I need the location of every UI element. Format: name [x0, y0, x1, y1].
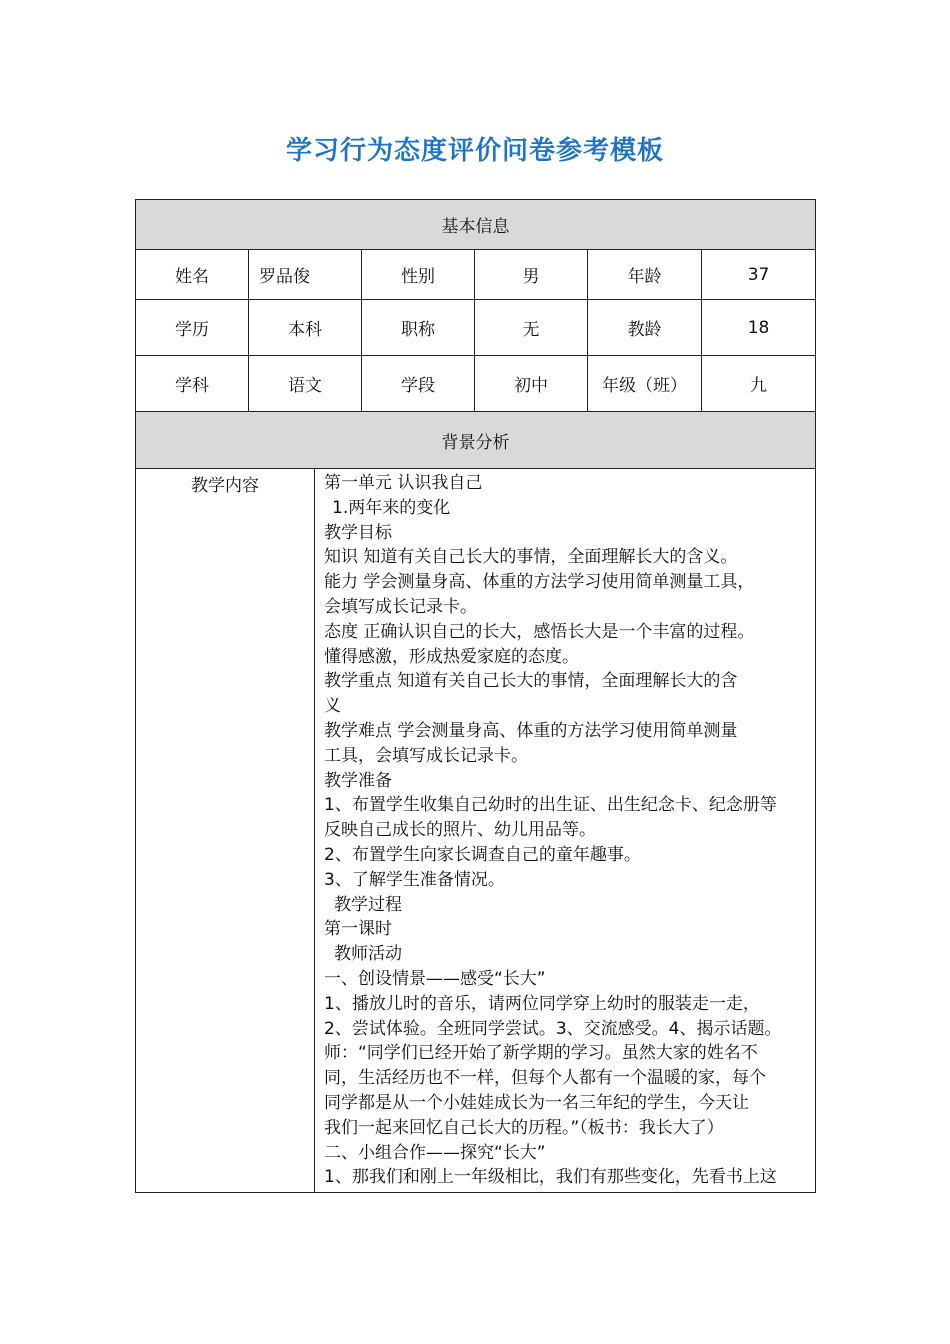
content-line: 教师活动 [334, 944, 402, 965]
content-line: 同，生活经历也不一样，但每个人都有一个温暖的家，每个 [324, 1068, 766, 1089]
content-line: 能力 学会测量身高、体重的方法学习使用简单测量工具， [324, 572, 755, 593]
grade-class-value: 九 [702, 356, 816, 412]
subject-label: 学科 [136, 356, 249, 412]
education-value: 本科 [249, 300, 362, 356]
school-stage-value: 初中 [475, 356, 588, 412]
age-label: 年龄 [588, 250, 702, 300]
content-line: 我们一起来回忆自己长大的历程。”（板书：我长大了） [324, 1117, 724, 1138]
basic-info-header: 基本信息 [136, 200, 816, 250]
teaching-content-body [315, 469, 816, 1193]
name-label: 姓名 [136, 250, 249, 300]
teaching-years-value: 18 [702, 300, 816, 356]
content-line: 1、布置学生收集自己幼时的出生证、出生纪念卡、纪念册等 [324, 795, 777, 816]
gender-value: 男 [475, 250, 588, 300]
content-line: 反映自己成长的照片、幼儿用品等。 [324, 820, 596, 841]
content-line: 第一单元 认识我自己 [324, 473, 483, 493]
content-line: 教学过程 [334, 894, 402, 915]
content-line: 2、尝试体验。全班同学尝试。3、交流感受。4、揭示话题。 [324, 1018, 782, 1039]
content-line: 1.两年来的变化 [332, 497, 451, 518]
content-line: 第一课时 [324, 919, 392, 940]
content-line: 教学难点 学会测量身高、体重的方法学习使用简单测量 [324, 720, 738, 741]
content-line: 态度 正确认识自己的长大，感悟长大是一个丰富的过程。 [324, 621, 755, 642]
content-line: 会填写成长记录卡。 [324, 596, 477, 617]
title-label: 职称 [362, 300, 475, 356]
teaching-years-label: 教龄 [588, 300, 702, 356]
teaching-content-label: 教学内容 [136, 469, 315, 1193]
title-value: 无 [475, 300, 588, 356]
gender-label: 性别 [362, 250, 475, 300]
content-line: 教学目标 [324, 522, 392, 543]
table-row [136, 300, 816, 356]
age-value: 37 [702, 250, 816, 300]
content-line: 知识 知道有关自己长大的事情，全面理解长大的含义。 [324, 547, 738, 568]
table-row [136, 250, 816, 300]
content-line: 师：“同学们已经开始了新学期的学习。虽然大家的姓名不 [324, 1043, 758, 1064]
grade-class-label: 年级（班） [588, 356, 702, 412]
content-line: 3、了解学生准备情况。 [324, 869, 505, 890]
education-label: 学历 [136, 300, 249, 356]
content-line: 2、布置学生向家长调查自己的童年趣事。 [324, 844, 641, 865]
content-line: 1、播放儿时的音乐，请两位同学穿上幼时的服装走一走， [324, 993, 760, 1014]
content-line: 教学准备 [324, 770, 392, 791]
subject-value: 语文 [249, 356, 362, 412]
content-line: 义 [324, 696, 341, 717]
name-value: 罗品俊 [249, 250, 362, 300]
content-line: 懂得感激，形成热爱家庭的态度。 [324, 646, 579, 667]
content-line: 教学重点 知道有关自己长大的事情，全面理解长大的含 [324, 671, 738, 692]
table-row [136, 356, 816, 412]
background-analysis-header: 背景分析 [136, 412, 816, 469]
content-line: 工具，会填写成长记录卡。 [324, 745, 528, 766]
school-stage-label: 学段 [362, 356, 475, 412]
content-line: 一、创设情景——感受“长大” [324, 968, 546, 989]
content-line: 1、那我们和刚上一年级相比，我们有那些变化，先看书上这 [324, 1167, 777, 1188]
document-title: 学习行为态度评价问卷参考模板 [285, 136, 664, 166]
content-line: 同学都是从一个小娃娃成长为一名三年纪的学生，今天让 [324, 1092, 749, 1113]
content-line: 二、小组合作——探究“长大” [324, 1142, 546, 1163]
evaluation-table [135, 199, 816, 1193]
